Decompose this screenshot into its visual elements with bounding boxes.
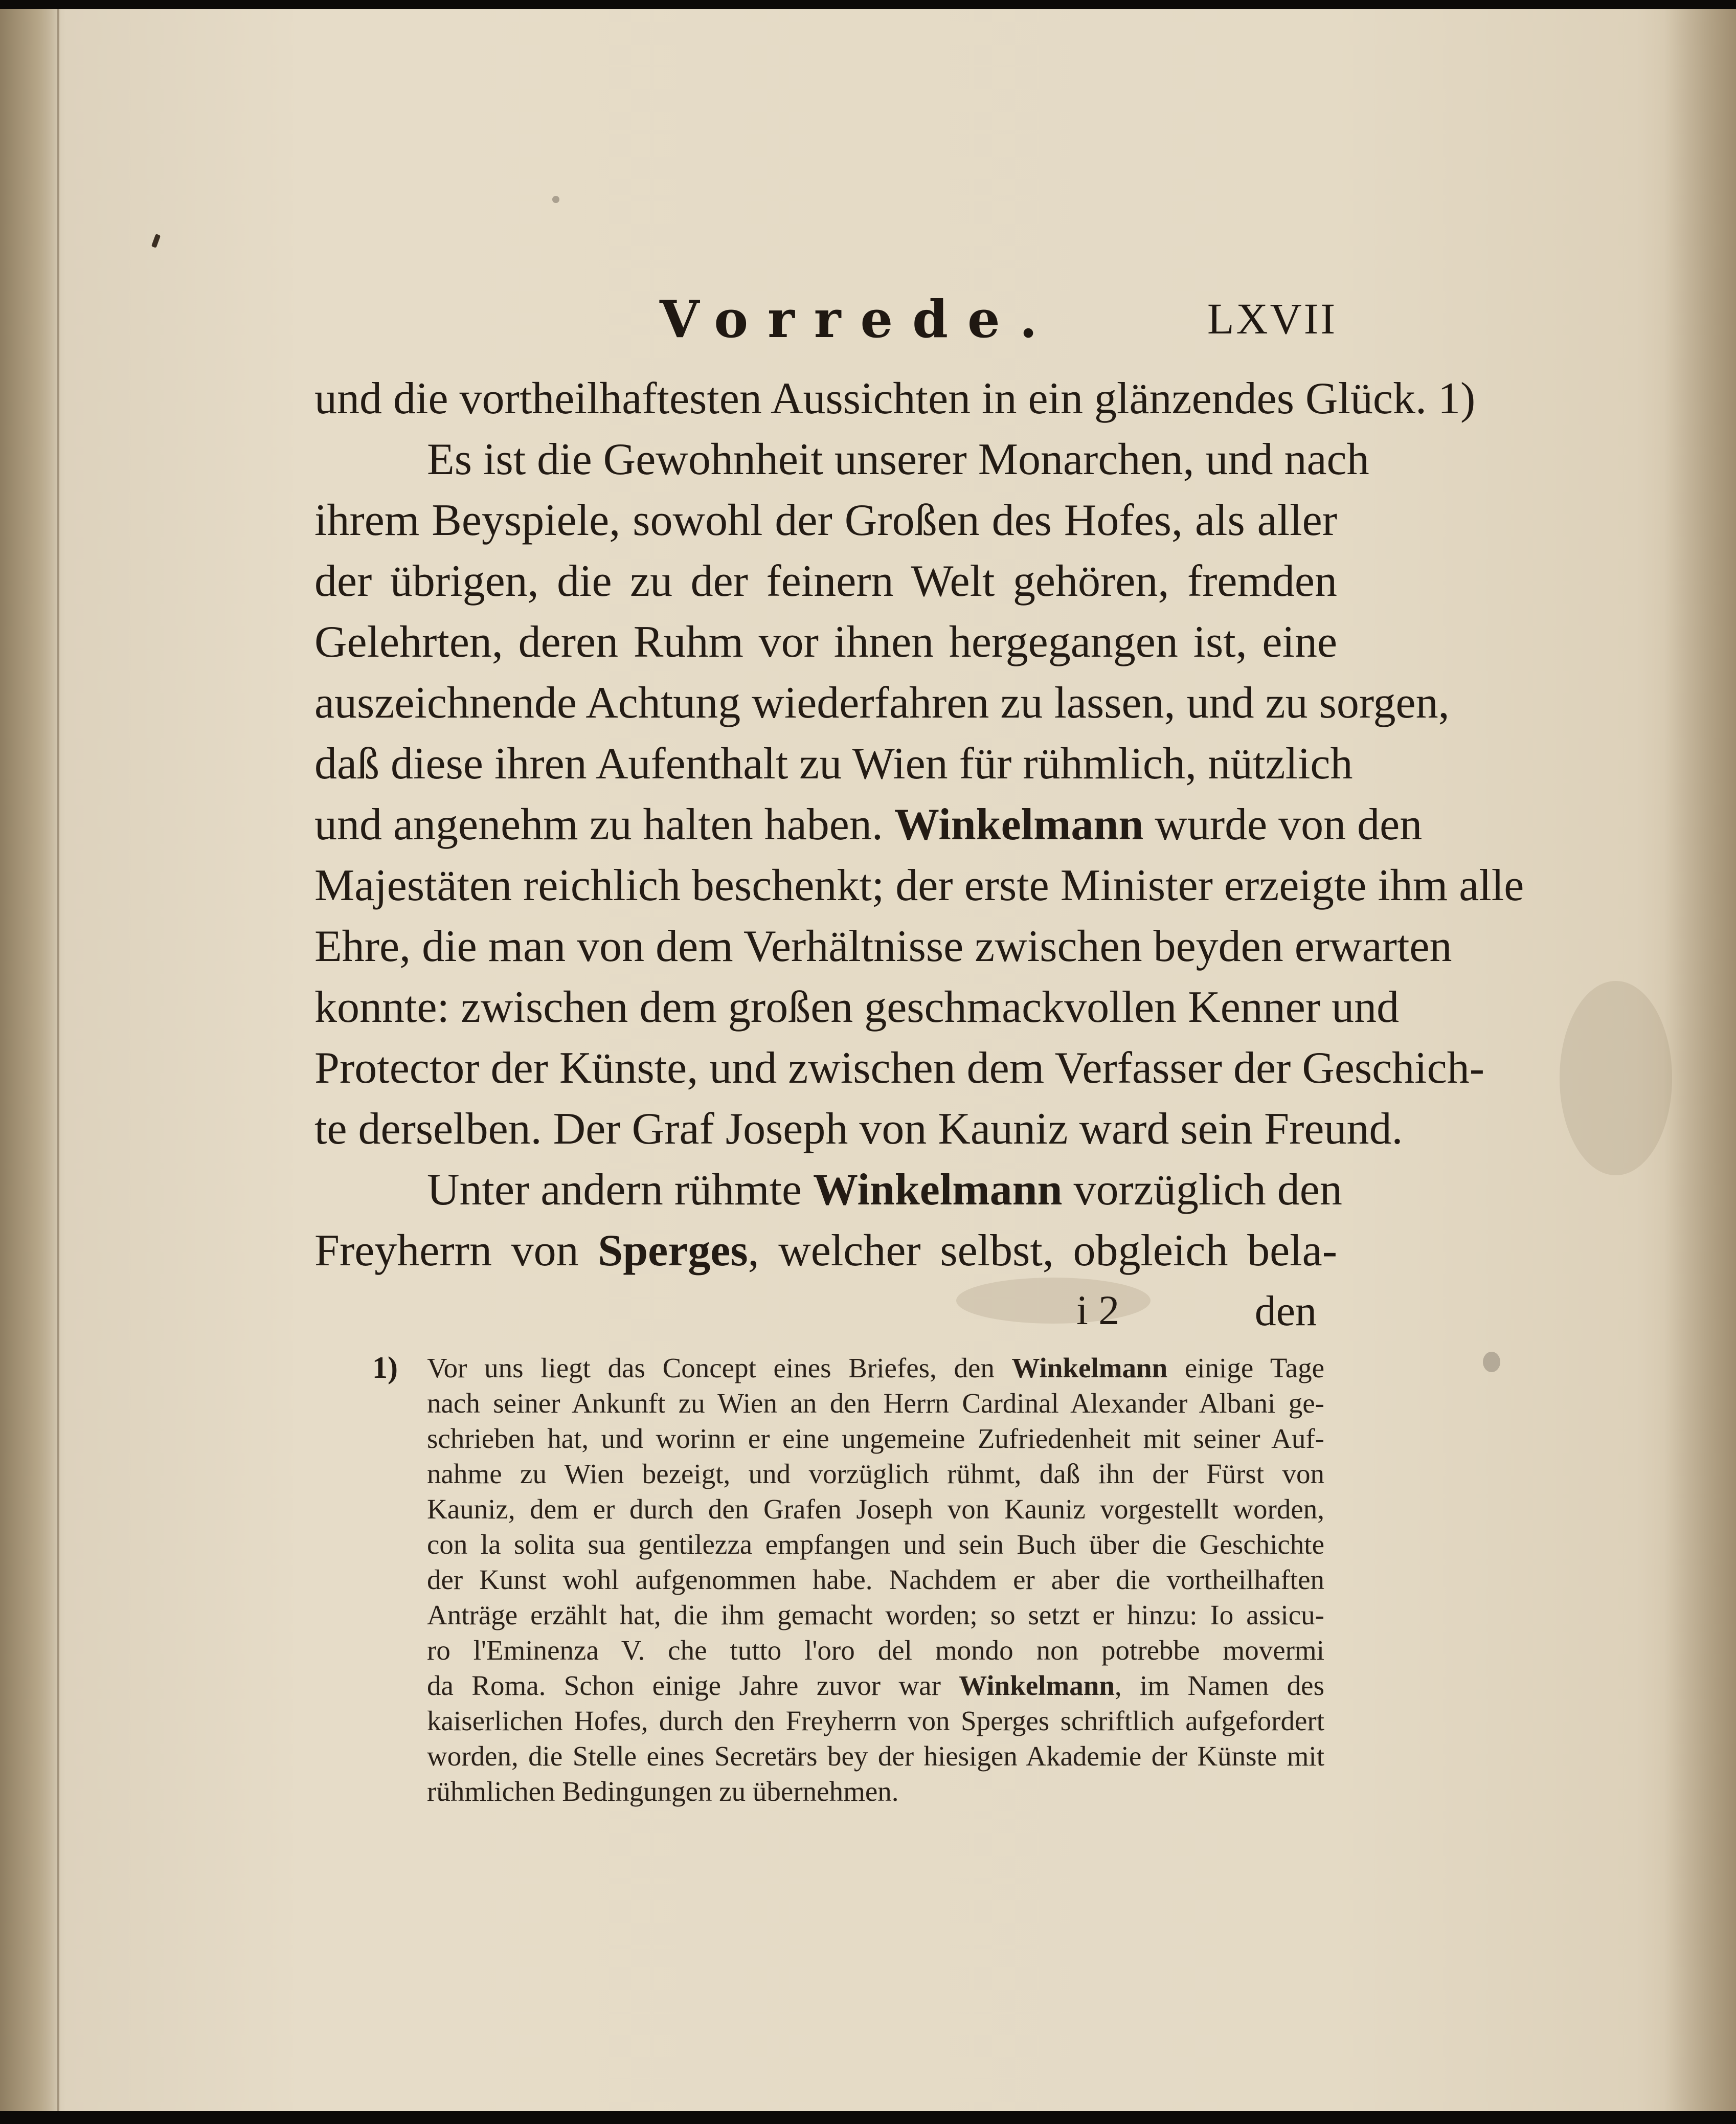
footnote-marker: 1) bbox=[372, 1351, 398, 1384]
running-title: Vorrede. bbox=[660, 289, 1057, 349]
emphasized-name: Winkelmann bbox=[1011, 1352, 1168, 1383]
signature-line bbox=[314, 1286, 1337, 1335]
text-segment: da Roma. Schon einige Jahre zuvor war bbox=[427, 1670, 941, 1701]
text-segment: vorzüglich den bbox=[1073, 1165, 1342, 1215]
emphasized-name: Winkelmann bbox=[813, 1165, 1063, 1215]
emphasized-name: Winkelmann bbox=[959, 1670, 1115, 1701]
emphasized-name: Winkelmann bbox=[894, 800, 1144, 849]
emphasized-name: Sperges bbox=[598, 1226, 748, 1276]
text-line: Gelehrten, deren Ruhm vor ihnen hergegangen ist, eine bbox=[314, 617, 1337, 667]
page-header bbox=[660, 289, 1337, 350]
text-segment: , im Namen des bbox=[1114, 1670, 1324, 1701]
footnote-line: nach seiner Ankunft zu Wien an den Herrn Cardinal Alexander Albani ge- bbox=[427, 1388, 1324, 1419]
text-segment: Unter andern rühmte bbox=[427, 1165, 802, 1215]
text-line: ihrem Beyspiele, sowohl der Großen des Hofes, als aller bbox=[314, 496, 1337, 545]
footnote-line: nahme zu Wien bezeigt, und vorzüglich rühmt, daß ihn der Fürst von bbox=[427, 1458, 1324, 1489]
paragraph-start-line bbox=[314, 1159, 1342, 1220]
text-line: Protector der Künste, und zwischen dem Verfasser der Geschich- bbox=[314, 1043, 1485, 1093]
footnote-line: ro l'Eminenza V. che tutto l'oro del mondo non potrebbe movermi bbox=[427, 1635, 1324, 1666]
page-gutter-shadow bbox=[0, 9, 61, 2111]
text-line bbox=[314, 1220, 1337, 1281]
text-line: der übrigen, die zu der feinern Welt gehören, fremden bbox=[314, 556, 1337, 606]
text-segment: , welcher selbst, obgleich bela- bbox=[748, 1226, 1337, 1276]
text-line: Majestäten reichlich beschenkt; der erste Minister erzeigte ihm alle bbox=[314, 861, 1524, 910]
text-line: auszeichnende Achtung wiederfahren zu lassen, und zu sorgen, bbox=[314, 678, 1450, 728]
text-segment: Freyherrn von bbox=[314, 1226, 579, 1276]
text-segment: einige Tage bbox=[1184, 1352, 1324, 1383]
text-line bbox=[314, 794, 1423, 855]
text-line: daß diese ihren Aufenthalt zu Wien für rühmlich, nützlich bbox=[314, 739, 1353, 789]
footnote-line: kaiserlichen Hofes, durch den Freyherrn von Sperges schriftlich aufgefordert bbox=[427, 1705, 1324, 1736]
main-text bbox=[314, 368, 1524, 1281]
text-line: Ehre, die man von dem Verhältnisse zwischen beyden erwarten bbox=[314, 922, 1452, 971]
footnote-line: schrieben hat, und worinn er eine ungemeine Zufriedenheit mit seiner Auf- bbox=[427, 1423, 1324, 1454]
footnote-line: der Kunst wohl aufgenommen habe. Nachdem er aber die vortheilhaften bbox=[427, 1564, 1324, 1595]
footnote bbox=[373, 1350, 1324, 1809]
paper-stain bbox=[1560, 981, 1672, 1175]
gutter-fold-line bbox=[57, 9, 59, 2111]
signature-mark: i 2 bbox=[1076, 1287, 1120, 1333]
footnote-line bbox=[427, 1350, 1324, 1385]
paragraph-start-line: Es ist die Gewohnheit unserer Monarchen, und nach bbox=[427, 435, 1369, 484]
paper-speck bbox=[1483, 1352, 1500, 1372]
page-number: LXVII bbox=[1207, 294, 1337, 343]
footnote-line: rühmlichen Bedingungen zu übernehmen. bbox=[427, 1776, 899, 1807]
catchword: den bbox=[1254, 1287, 1317, 1335]
text-line: te derselben. Der Graf Joseph von Kauniz ward sein Freund. bbox=[314, 1104, 1403, 1154]
paper-speck bbox=[552, 196, 559, 203]
page-edge-shadow bbox=[1664, 9, 1736, 2111]
text-segment: und angenehm zu halten haben. bbox=[314, 800, 883, 849]
text-line: und die vortheilhaftesten Aussichten in ein glänzendes Glück. 1) bbox=[314, 374, 1476, 423]
footnote-line: worden, die Stelle eines Secretärs bey der hiesigen Akademie der Künste mit bbox=[427, 1740, 1324, 1772]
footnote-line bbox=[427, 1668, 1324, 1703]
text-line: konnte: zwischen dem großen geschmackvollen Kenner und bbox=[314, 982, 1400, 1032]
footnote-line: con la solita sua gentilezza empfangen und sein Buch über die Geschichte bbox=[427, 1529, 1324, 1560]
footnote-line: Kauniz, dem er durch den Grafen Joseph von Kauniz vorgestellt worden, bbox=[427, 1493, 1324, 1525]
ink-mark bbox=[151, 234, 161, 248]
text-segment: Vor uns liegt das Concept eines Briefes, den bbox=[427, 1352, 995, 1383]
text-segment: wurde von den bbox=[1155, 800, 1423, 849]
footnote-line: Anträge erzählt hat, die ihm gemacht worden; so setzt er hinzu: Io assicu- bbox=[427, 1599, 1324, 1630]
